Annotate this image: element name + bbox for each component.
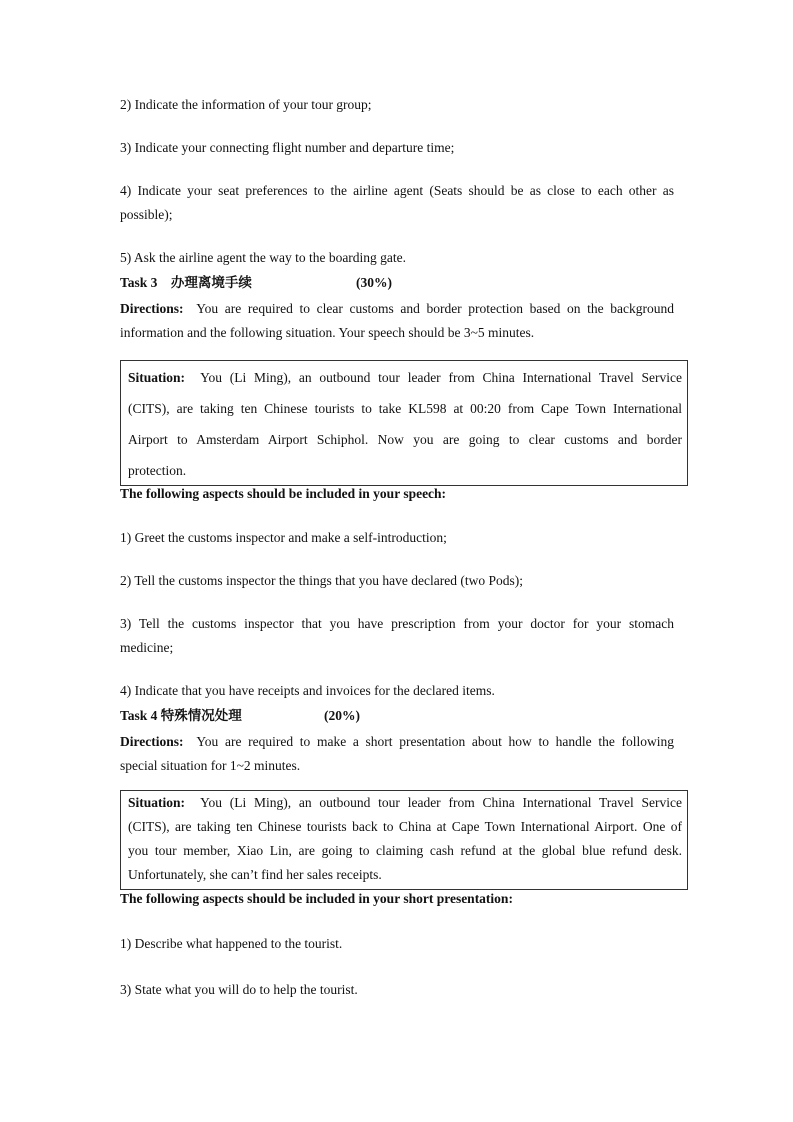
task4-situation-text1: You (Li Ming), an outbound tour leader from China International Travel Service xyxy=(200,795,682,810)
task4-situation-box xyxy=(120,790,688,890)
task3-directions-line2: information and the following situation. Your speech should be 3~5 minutes. xyxy=(120,325,535,340)
task3-aspects-heading: The following aspects should be included in your speech: xyxy=(120,486,447,501)
task3-item-4: 4) Indicate that you have receipts and invoices for the declared items. xyxy=(120,683,495,698)
task2-item-5: 5) Ask the airline agent the way to the boarding gate. xyxy=(120,250,407,265)
directions-label: Directions: xyxy=(120,301,184,316)
task3-situation-line4: protection. xyxy=(128,463,187,478)
task4-situation-line1 xyxy=(128,794,682,812)
task3-directions-text: You are required to clear customs and border protection based on the background xyxy=(196,301,674,316)
task3-item-1: 1) Greet the customs inspector and make a self-introduction; xyxy=(120,530,447,545)
task4-item-3: 3) State what you will do to help the tourist. xyxy=(120,982,358,997)
task4-heading xyxy=(120,707,674,725)
directions-label: Directions: xyxy=(120,734,184,749)
task4-situation-line4: Unfortunately, she can’t find her sales receipts. xyxy=(128,867,382,882)
task3-item-3-cont: medicine; xyxy=(120,640,174,655)
task2-item-4: 4) Indicate your seat preferences to the airline agent (Seats should be as close to each other as xyxy=(120,183,674,198)
task3-situation-line2: (CITS), are taking ten Chinese tourists to take KL598 at 00:20 from Cape Town International xyxy=(128,401,682,416)
task4-directions-text: You are required to make a short presentation about how to handle the following xyxy=(196,734,675,749)
task3-item-2: 2) Tell the customs inspector the things that you have declared (two Pods); xyxy=(120,573,523,588)
task3-situation-line3: Airport to Amsterdam Airport Schiphol. Now you are going to clear customs and border xyxy=(128,432,682,447)
task4-item-1: 1) Describe what happened to the tourist. xyxy=(120,936,343,951)
task3-heading xyxy=(120,274,674,292)
situation-label: Situation: xyxy=(128,795,186,810)
task4-aspects-heading: The following aspects should be included in your short presentation: xyxy=(120,891,513,906)
task3-percent: (30%) xyxy=(356,275,392,290)
task3-situation-line1 xyxy=(128,369,682,387)
task3-situation-box xyxy=(120,360,688,486)
task4-directions-line1 xyxy=(120,733,674,751)
task4-situation-line2: (CITS), are taking ten Chinese tourists back to China at Cape Town International Airport. One of xyxy=(128,819,682,834)
task4-title: Task 4 特殊情况处理 xyxy=(120,708,242,723)
task3-title: Task 3 办理离境手续 xyxy=(120,275,252,290)
task3-item-3: 3) Tell the customs inspector that you have prescription from your doctor for your stomach xyxy=(120,616,674,631)
task4-percent: (20%) xyxy=(324,708,360,723)
task2-item-2: 2) Indicate the information of your tour group; xyxy=(120,97,372,112)
task2-item-4-cont: possible); xyxy=(120,207,173,222)
task4-directions-line2: special situation for 1~2 minutes. xyxy=(120,758,301,773)
task4-situation-line3: you tour member, Xiao Lin, are going to claiming cash refund at the global blue refund desk. xyxy=(128,843,682,858)
task2-item-3: 3) Indicate your connecting flight number and departure time; xyxy=(120,140,455,155)
task3-directions-line1 xyxy=(120,300,674,318)
task3-situation-text1: You (Li Ming), an outbound tour leader from China International Travel Service xyxy=(200,370,682,385)
situation-label: Situation: xyxy=(128,370,186,385)
